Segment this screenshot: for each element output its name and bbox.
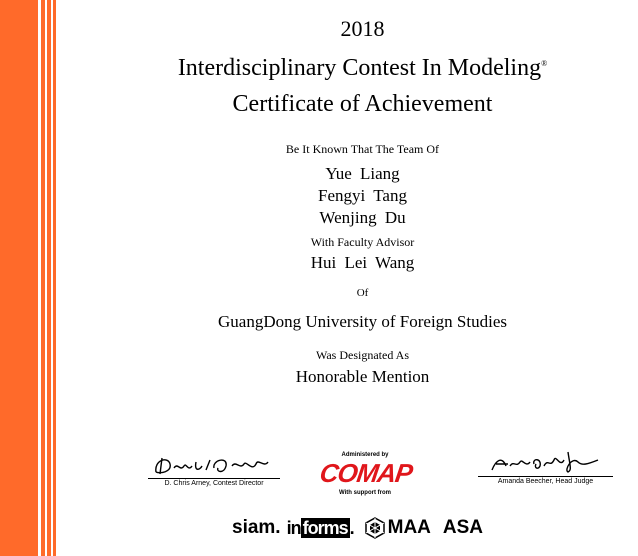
award-name: Honorable Mention — [295, 367, 430, 386]
of-label: Of — [356, 287, 369, 299]
team-member: Fengyi Tang — [318, 186, 407, 205]
border-stripe — [38, 0, 41, 556]
intro-text: Be It Known That The Team Of — [285, 142, 440, 156]
contest-name: Interdisciplinary Contest In Modeling — [177, 55, 542, 81]
team-member: Yue Liang — [325, 164, 400, 183]
maa-polyhedron-icon — [364, 517, 386, 539]
informs-prefix: in — [286, 517, 301, 538]
registered-mark: ® — [541, 59, 548, 68]
administered-label: Administered by — [341, 452, 389, 458]
maa-text: MAA — [387, 517, 431, 538]
border-stripe — [51, 0, 53, 556]
support-label: With support from — [339, 490, 391, 496]
partner-logos — [232, 515, 483, 541]
administration-block — [317, 452, 414, 496]
director-label: D. Chris Arney, Contest Director — [164, 480, 264, 487]
siam-logo: siam. — [232, 517, 281, 538]
informs-suffix: . — [349, 517, 354, 538]
signature-line — [478, 476, 613, 477]
advisor-label: With Faculty Advisor — [310, 235, 415, 249]
advisor-name: Hui Lei Wang — [310, 253, 415, 272]
certificate-title: Certificate of Achievement — [232, 91, 493, 117]
director-signature-block — [148, 452, 280, 487]
judge-label: Amanda Beecher, Head Judge — [497, 478, 594, 485]
maa-logo — [364, 517, 431, 539]
asa-logo: ASA — [442, 517, 484, 538]
designated-label: Was Designated As — [315, 348, 410, 362]
judge-signature-block — [478, 446, 613, 485]
year: 2018 — [340, 16, 385, 41]
border-stripe — [45, 0, 47, 556]
informs-logo — [287, 518, 354, 539]
informs-box: forms — [302, 517, 348, 538]
university-name: GuangDong University of Foreign Studies — [218, 312, 507, 331]
judge-signature-icon — [478, 446, 613, 476]
director-signature-icon — [148, 452, 280, 478]
signature-line — [148, 478, 280, 479]
decorative-border — [0, 0, 56, 556]
comap-logo: COMAP — [317, 458, 414, 488]
contest-title — [70, 55, 638, 82]
team-member: Wenjing Du — [319, 208, 406, 227]
